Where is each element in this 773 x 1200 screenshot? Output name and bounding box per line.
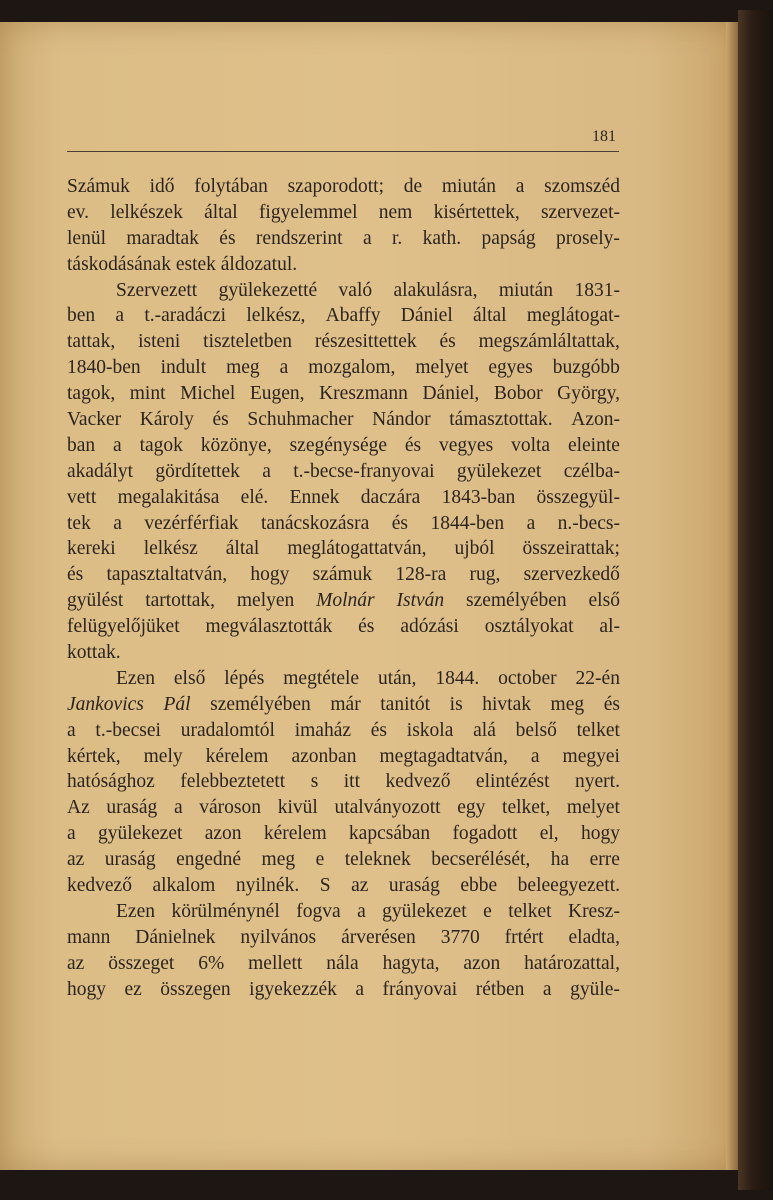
word: t.-becsei xyxy=(95,719,161,741)
word: részesittettek xyxy=(314,331,417,353)
word: egy xyxy=(457,797,486,819)
word: telket, xyxy=(502,797,551,819)
word: tapasztaltatván, xyxy=(106,564,228,586)
word: felebbeztetett xyxy=(180,771,286,793)
word: beleegyezett. xyxy=(517,875,620,897)
word: kérelem xyxy=(263,823,327,845)
word: kapcsában xyxy=(348,823,431,845)
word: lelkész xyxy=(143,538,198,560)
word: megtétele xyxy=(283,667,360,689)
word: körülménynél xyxy=(171,900,280,922)
word: Dániel, xyxy=(422,383,480,405)
word: Dánielnek xyxy=(135,926,216,948)
word: imaház xyxy=(294,719,352,741)
word: való xyxy=(338,279,373,301)
word: György, xyxy=(557,383,620,405)
word: t.-becse-franyovai xyxy=(293,460,435,482)
word: városon xyxy=(199,797,262,819)
text-line xyxy=(67,562,620,588)
word: 1840-ben xyxy=(67,357,141,379)
text-line xyxy=(67,873,620,899)
word: mely xyxy=(143,745,183,767)
word: szomszéd xyxy=(544,176,620,197)
word: az xyxy=(67,849,85,871)
word: ebbe xyxy=(460,875,498,897)
word: számuk xyxy=(312,564,373,586)
word: gyülekezetté xyxy=(218,279,318,301)
word: de xyxy=(403,176,423,197)
word: Vacker xyxy=(67,409,122,431)
word: elintézést xyxy=(475,771,550,793)
word: al- xyxy=(599,616,620,638)
word: és xyxy=(219,227,236,249)
word: ujból xyxy=(454,538,495,560)
word: mozgalom, xyxy=(308,357,396,379)
word: itt xyxy=(343,771,361,793)
word: az xyxy=(67,952,85,974)
word: meglátogattatván, xyxy=(287,538,427,560)
word: gyülekezet xyxy=(382,900,467,922)
word: gyülést xyxy=(67,590,124,612)
word: Nándor xyxy=(372,409,431,431)
word: kisértettek, xyxy=(433,201,520,223)
word: daczára xyxy=(360,486,421,508)
word: által xyxy=(225,538,260,560)
word: ben xyxy=(67,305,96,327)
word: Dániel xyxy=(400,305,453,327)
word: 1844. xyxy=(435,667,480,689)
word: uraság xyxy=(106,797,158,819)
word: 3770 xyxy=(440,926,480,948)
text-line xyxy=(67,459,620,485)
word: hogy xyxy=(580,823,620,845)
word: osztályokat xyxy=(484,616,574,638)
word: kivül xyxy=(277,797,318,819)
text-segment: kottak. xyxy=(67,642,126,664)
word: a xyxy=(113,512,122,534)
text-line xyxy=(67,226,620,252)
word: közönye, xyxy=(200,434,272,456)
word: kedvező xyxy=(385,771,451,793)
word: uraság xyxy=(388,875,440,897)
header-rule xyxy=(67,151,619,152)
text-line xyxy=(67,692,620,718)
word: hagyta, xyxy=(382,952,440,974)
text-segment: táskodásának estek áldozatul. xyxy=(67,253,302,275)
word: és xyxy=(358,616,375,638)
word: szervezet- xyxy=(540,201,620,223)
word: adózási xyxy=(400,616,459,638)
word: Kresz- xyxy=(567,900,620,922)
text-line xyxy=(67,821,620,847)
text-line xyxy=(67,847,620,873)
word: kedvező xyxy=(67,875,132,897)
word: meg xyxy=(226,357,260,379)
word: a xyxy=(362,227,372,249)
word: Jankovics xyxy=(67,693,144,715)
word: a xyxy=(530,745,540,767)
word: a xyxy=(542,978,552,1000)
word: nyert. xyxy=(575,771,620,793)
word: teleknek xyxy=(344,849,411,871)
text-line xyxy=(67,925,620,951)
word: melyet xyxy=(566,797,620,819)
word: a xyxy=(262,460,271,482)
word: Michel xyxy=(180,383,236,405)
word: a xyxy=(357,900,366,922)
word: 1831- xyxy=(574,279,620,301)
word: tartottak, xyxy=(145,590,216,612)
word: is xyxy=(449,693,463,715)
word: meglátogat- xyxy=(526,305,620,327)
word: erre xyxy=(589,849,620,871)
word: 1844-ben xyxy=(430,512,505,534)
word: tagok xyxy=(139,434,183,456)
word: gyüle- xyxy=(570,978,620,1000)
word: mint xyxy=(129,383,166,405)
word: tanácskozásra xyxy=(261,512,370,534)
word: megtagadtatván, xyxy=(379,745,508,767)
text-line xyxy=(67,407,620,433)
word: után, xyxy=(377,667,417,689)
word: lelkész, xyxy=(246,305,306,327)
word: első xyxy=(588,590,620,612)
word: alakulásra, xyxy=(393,279,478,301)
word: volta xyxy=(511,434,551,456)
word: Abaffy xyxy=(325,305,381,327)
word: telket xyxy=(508,900,552,922)
word: azon xyxy=(204,823,242,845)
word: belső xyxy=(515,719,557,741)
word: akadályt xyxy=(67,460,134,482)
word: iskola xyxy=(406,719,454,741)
word: maradtak xyxy=(126,227,199,249)
word: és xyxy=(404,434,422,456)
word: frányovai xyxy=(382,978,458,1000)
word: lépés xyxy=(224,667,265,689)
word: vett xyxy=(67,486,97,508)
word: felügyelőjüket xyxy=(67,616,180,638)
word: Azon- xyxy=(571,409,620,431)
word: Károly xyxy=(139,409,194,431)
word: tiszteletben xyxy=(203,331,292,353)
word: Bobor xyxy=(493,383,543,405)
word: kértek, xyxy=(67,745,121,767)
word: rug, xyxy=(469,564,501,586)
word: a xyxy=(67,719,76,741)
text-line xyxy=(67,278,620,304)
word: szaporodott; xyxy=(287,176,384,197)
word: Eugen, xyxy=(249,383,305,405)
word: indult xyxy=(160,357,207,379)
word: frtért xyxy=(504,926,544,948)
word: tattak, xyxy=(67,331,116,353)
word: kereki xyxy=(67,538,116,560)
word: összegyül- xyxy=(536,486,620,508)
word: összeget xyxy=(108,952,175,974)
word: egyes xyxy=(488,357,533,379)
word: czélba- xyxy=(563,460,620,482)
word: Ennek xyxy=(289,486,340,508)
text-line xyxy=(67,795,620,821)
word: és xyxy=(370,719,388,741)
text-line xyxy=(67,252,620,278)
text-line xyxy=(67,485,620,511)
word: által xyxy=(473,305,507,327)
word: buzgóbb xyxy=(552,357,620,379)
word: tek xyxy=(67,512,91,534)
word: uradalomtól xyxy=(180,719,275,741)
word: miután xyxy=(498,279,554,301)
word: meg xyxy=(550,693,585,715)
word: rétben xyxy=(475,978,525,1000)
word: István xyxy=(396,590,445,612)
word: hogy xyxy=(67,978,106,1000)
word: folytában xyxy=(194,176,268,197)
text-line xyxy=(67,666,620,692)
word: ez xyxy=(124,978,142,1000)
word: melyen xyxy=(236,590,295,612)
text-line xyxy=(67,769,620,795)
word: t.-aradáczi xyxy=(144,305,227,327)
text-line xyxy=(67,433,620,459)
word: vegyes xyxy=(439,434,494,456)
word: a xyxy=(115,305,125,327)
word: telket xyxy=(576,719,620,741)
text-line xyxy=(67,640,620,666)
word: utalványozott xyxy=(334,797,441,819)
word: megválasztották xyxy=(205,616,333,638)
word: ha xyxy=(550,849,570,871)
word: lelkészek xyxy=(110,201,183,223)
text-line xyxy=(67,174,620,200)
word: a xyxy=(526,512,536,534)
word: 1843-ban xyxy=(441,486,516,508)
text-line xyxy=(67,200,620,226)
word: a xyxy=(67,823,76,845)
word: miután xyxy=(441,176,497,197)
word: el, xyxy=(539,823,559,845)
word: melyet xyxy=(415,357,469,379)
word: Schuhmacher xyxy=(247,409,354,431)
word: gyülekezet xyxy=(97,823,183,845)
word: árverésen xyxy=(341,926,416,948)
word: fogadott xyxy=(452,823,518,845)
word: és xyxy=(603,693,620,715)
word: S xyxy=(319,875,331,897)
word: megszámláltattak, xyxy=(478,331,620,353)
word: tagok, xyxy=(67,383,116,405)
text-line xyxy=(67,951,620,977)
word: kérelem xyxy=(205,745,269,767)
word: nyilnék. xyxy=(235,875,300,897)
word: és xyxy=(67,564,84,586)
word: azon xyxy=(463,952,501,974)
word: elé. xyxy=(240,486,269,508)
word: az xyxy=(351,875,369,897)
word: isteni xyxy=(138,331,181,353)
word: eladta, xyxy=(568,926,620,948)
word: figyelemmel xyxy=(258,201,358,223)
word: e xyxy=(483,900,492,922)
word: engedné xyxy=(176,849,242,871)
word: személyében xyxy=(465,590,567,612)
word: becserélését, xyxy=(431,849,531,871)
word: lenül xyxy=(67,227,106,249)
word: alá xyxy=(473,719,496,741)
book-spine xyxy=(738,10,773,1190)
word: összegen xyxy=(160,978,231,1000)
word: rendszerint xyxy=(255,227,343,249)
word: vezérférfiak xyxy=(144,512,239,534)
word: 22-én xyxy=(575,667,620,689)
text-line xyxy=(67,718,620,744)
word: papság xyxy=(481,227,536,249)
word: a xyxy=(355,978,365,1000)
word: nyilvános xyxy=(240,926,317,948)
text-line xyxy=(67,614,620,640)
text-line xyxy=(67,899,620,925)
word: hatósághoz xyxy=(67,771,155,793)
word: nem xyxy=(378,201,413,223)
page-edge xyxy=(726,22,738,1170)
word: uraság xyxy=(104,849,156,871)
word: megalakitása xyxy=(117,486,220,508)
word: 128-ra xyxy=(395,564,447,586)
word: a xyxy=(113,434,122,456)
text-line xyxy=(67,536,620,562)
word: megyei xyxy=(562,745,620,767)
word: Kreszmann xyxy=(319,383,408,405)
word: már xyxy=(330,693,361,715)
word: Ezen xyxy=(116,900,155,922)
word: Számuk xyxy=(67,176,130,197)
word: Molnár xyxy=(316,590,375,612)
word: mellett xyxy=(248,952,303,974)
word: idő xyxy=(149,176,175,197)
word: eleinte xyxy=(567,434,620,456)
word: hogy xyxy=(250,564,290,586)
text-line xyxy=(67,329,620,355)
word: gördítettek xyxy=(155,460,240,482)
word: támasztottak. xyxy=(449,409,553,431)
word: Az xyxy=(67,797,90,819)
word: october xyxy=(498,667,557,689)
word: Pál xyxy=(163,693,191,715)
page-number: 181 xyxy=(592,128,616,145)
word: hivtak xyxy=(482,693,531,715)
word: 6% xyxy=(198,952,225,974)
word: tanitót xyxy=(380,693,431,715)
text-line xyxy=(67,977,620,1003)
word: és xyxy=(439,331,456,353)
text-line xyxy=(67,381,620,407)
word: a xyxy=(279,357,289,379)
word: azonban xyxy=(291,745,357,767)
word: r. xyxy=(391,227,403,249)
text-line xyxy=(67,355,620,381)
text-line xyxy=(67,303,620,329)
word: ev. xyxy=(67,201,90,223)
word: ban xyxy=(67,434,96,456)
text-line xyxy=(67,744,620,770)
word: személyében xyxy=(210,693,311,715)
word: és xyxy=(212,409,229,431)
word: Ezen xyxy=(116,667,155,689)
word: mann xyxy=(67,926,111,948)
word: a xyxy=(515,176,525,197)
word: alkalom xyxy=(152,875,216,897)
word: határozattal, xyxy=(524,952,620,974)
word: meg xyxy=(261,849,296,871)
word: fogva xyxy=(296,900,341,922)
word: nála xyxy=(326,952,359,974)
word: első xyxy=(173,667,206,689)
text-line xyxy=(67,588,620,614)
word: összeirattak; xyxy=(522,538,620,560)
word: Szervezett xyxy=(116,279,198,301)
word: gyülekezet xyxy=(456,460,542,482)
word: e xyxy=(315,849,325,871)
word: szegénysége xyxy=(289,434,388,456)
word: és xyxy=(391,512,408,534)
word: n.-becs- xyxy=(557,512,620,534)
word: kath. xyxy=(422,227,462,249)
word: szervezkedő xyxy=(523,564,620,586)
book-page xyxy=(0,22,738,1170)
word: a xyxy=(173,797,183,819)
word: igyekezzék xyxy=(249,978,337,1000)
body-text xyxy=(67,174,620,1003)
word: s xyxy=(310,771,319,793)
word: által xyxy=(204,201,238,223)
word: prosely- xyxy=(556,227,620,249)
text-line xyxy=(67,511,620,537)
